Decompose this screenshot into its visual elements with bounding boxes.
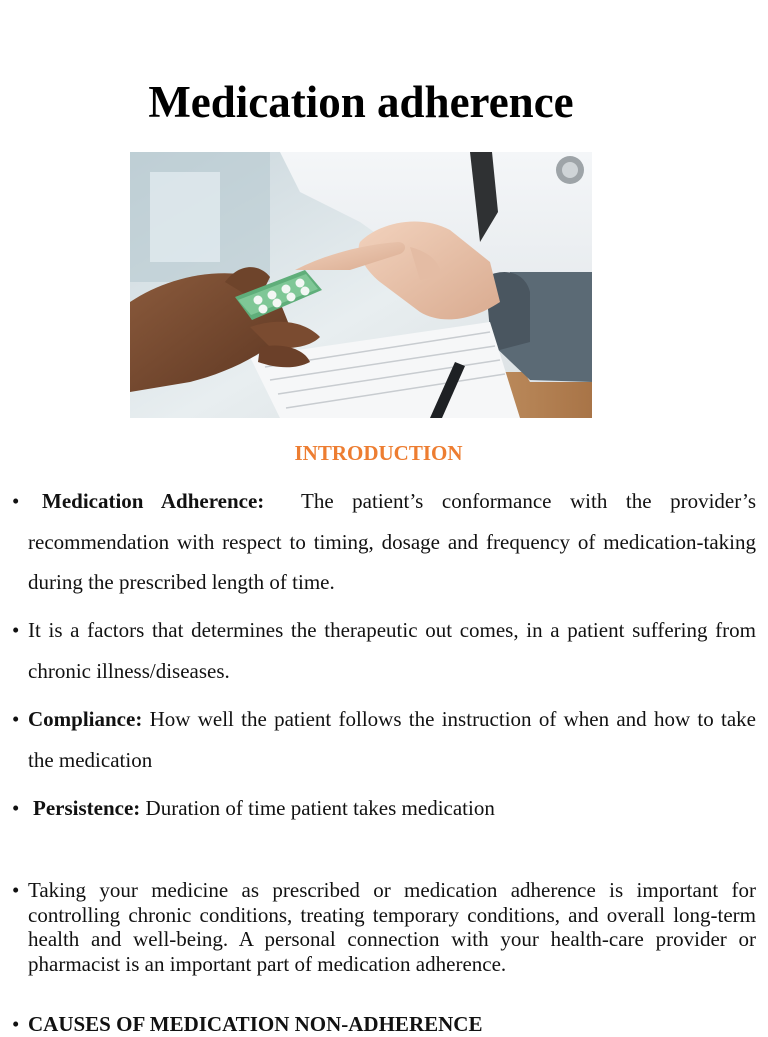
bullet-dot: •	[12, 618, 20, 642]
bullet-term: Persistence:	[33, 796, 141, 820]
bullet-body: The patient’s conformance with the provider’s recommendation with respect to timing, dosage and frequency of medication-taking during the prescribed length of time.	[28, 489, 757, 594]
bullet-dot: •	[12, 489, 20, 513]
bullet-body: It is a factors that determines the therapeutic out comes, in a patient suffering from chronic illness/diseases.	[28, 618, 756, 683]
bullet-therapeutic-outcomes	[0, 610, 756, 691]
introduction-heading: INTRODUCTION	[294, 441, 463, 465]
medication-handoff-illustration	[130, 152, 592, 418]
bullet-text	[33, 788, 756, 829]
bullet-term: Compliance:	[28, 707, 143, 731]
bullet-body: Taking your medicine as prescribed or medication adherence is important for controlling chronic conditions, treating temporary conditions, and overall long-term health and well-being. A personal connection with your health-care provider or pharmacist is an important part of medication adherence.	[28, 878, 756, 976]
bullet-dot: •	[12, 1012, 20, 1036]
page-title: Medication adherence	[148, 77, 574, 127]
bullet-compliance	[0, 699, 756, 780]
bullet-dot: •	[12, 796, 20, 820]
bullet-causes-heading	[0, 1012, 756, 1037]
bullet-medication-adherence	[0, 481, 756, 603]
bullet-body: How well the patient follows the instruction of when and how to take the medication	[28, 707, 756, 772]
bullet-term: CAUSES OF MEDICATION NON-ADHERENCE	[28, 1012, 483, 1036]
bullet-importance	[0, 878, 756, 976]
bullet-dot: •	[12, 878, 20, 902]
bullet-term: Medication Adherence:	[42, 489, 265, 513]
bullet-persistence	[0, 788, 756, 829]
bullet-dot: •	[12, 707, 20, 731]
bullet-text	[28, 1012, 756, 1037]
doctor-patient-photo	[130, 152, 592, 418]
bullet-text	[28, 481, 756, 603]
bullet-text	[28, 699, 756, 780]
bullet-body: Duration of time patient takes medication	[145, 796, 495, 820]
